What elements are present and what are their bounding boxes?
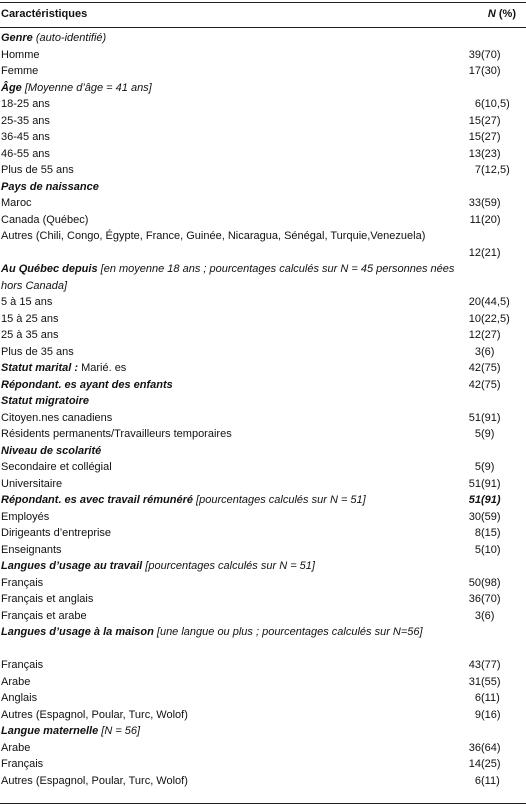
row-label: Femme <box>1 65 39 77</box>
section-label <box>1 261 461 294</box>
section-label <box>1 393 461 410</box>
row-percent: (77) <box>481 659 501 671</box>
row-label: Plus de 55 ans <box>1 164 74 176</box>
row-percent: (6) <box>481 345 495 358</box>
table-row <box>0 542 526 559</box>
row-value <box>446 608 516 625</box>
row-count: 50 <box>468 576 481 589</box>
row-count: 9 <box>474 708 481 721</box>
table-row <box>0 657 526 674</box>
row-count: 51 <box>468 411 481 424</box>
row-value <box>446 525 516 542</box>
row-label: Homme <box>1 48 40 61</box>
row-label: Français et arabe <box>1 609 87 622</box>
row-percent: (22,5) <box>481 312 510 325</box>
row-percent: (59) <box>481 197 501 209</box>
row-label: Français <box>1 758 44 770</box>
row-value <box>446 591 516 608</box>
section-label <box>1 443 461 460</box>
row-label: Citoyen.nes canadiens <box>1 411 113 424</box>
row-percent: (27) <box>481 114 501 127</box>
row-value <box>446 294 516 311</box>
row-label: Français <box>1 576 44 589</box>
row-count: 36 <box>468 593 481 605</box>
row-value <box>446 542 516 559</box>
section-label <box>1 80 461 97</box>
row-value <box>446 657 516 674</box>
row-percent: (75) <box>481 362 501 374</box>
row-label: Français <box>1 659 44 671</box>
section-label <box>1 723 461 740</box>
row-percent: (59) <box>481 510 501 523</box>
row-value <box>446 459 516 476</box>
row-percent: (9) <box>481 461 495 473</box>
row-value <box>446 377 516 394</box>
row-count: 12 <box>468 329 481 341</box>
row-label: Autres (Chili, Congo, Égypte, France, Guinée, Nicaragua, Sénégal, Turquie,Venezuela) <box>1 230 426 242</box>
section-note: [en moyenne 18 ans ; pourcentages calculés sur N = 45 personnes nées hors Canada] <box>1 263 455 292</box>
row-count: 31 <box>468 675 481 688</box>
table-row <box>0 575 526 592</box>
row-percent: (27) <box>481 329 501 341</box>
table-row <box>0 674 526 691</box>
row-percent: (11) <box>481 692 500 704</box>
row-count: 33 <box>468 197 481 209</box>
row-count: 5 <box>474 461 481 473</box>
row-value <box>446 146 516 163</box>
row-value <box>446 756 516 773</box>
row-count: 6 <box>474 98 481 110</box>
row-label: Autres (Espagnol, Poular, Turc, Wolof) <box>1 774 188 787</box>
table-row <box>0 591 526 608</box>
row-percent: (20) <box>481 213 501 226</box>
row-percent: (75) <box>481 378 501 391</box>
table-row <box>0 146 526 163</box>
row-count: 39 <box>468 48 481 61</box>
row-count: 3 <box>474 345 481 358</box>
row-label: 18-25 ans <box>1 98 50 110</box>
row-value <box>446 63 516 80</box>
section-note: [Moyenne d’âge = 41 ans] <box>24 81 152 94</box>
row-count: 6 <box>474 774 481 787</box>
row-label: Arabe <box>1 675 31 688</box>
row-label: 5 à 15 ans <box>1 296 53 308</box>
row-count: 5 <box>474 428 481 440</box>
row-value <box>446 195 516 212</box>
section-label <box>1 179 461 196</box>
table-row <box>0 426 526 443</box>
row-value <box>446 476 516 493</box>
section-row <box>0 360 526 377</box>
section-row <box>0 261 526 294</box>
section-title: Au Québec depuis <box>1 263 98 275</box>
row-value <box>446 509 516 526</box>
row-count: 51 <box>468 477 481 490</box>
row-value <box>446 212 516 229</box>
row-label: Résidents permanents/Travailleurs temporaires <box>1 428 232 440</box>
row-percent: (9) <box>481 428 495 440</box>
row-value <box>446 360 516 377</box>
section-title: Pays de naissance <box>1 180 99 193</box>
table-row <box>0 311 526 328</box>
section-row <box>0 624 526 657</box>
section-title: Langues d’usage à la maison <box>1 626 154 638</box>
table-row <box>0 162 526 179</box>
table-row <box>0 525 526 542</box>
section-note: [pourcentages calculés sur N = 51] <box>196 494 366 506</box>
row-label: Anglais <box>1 692 38 704</box>
section-label <box>1 492 461 509</box>
section-title: Répondant. es ayant des enfants <box>1 378 173 391</box>
top-rule <box>0 2 526 3</box>
table-row <box>0 129 526 146</box>
row-label: 25-35 ans <box>1 114 50 127</box>
row-label: Arabe <box>1 741 31 754</box>
table-row <box>0 690 526 707</box>
row-count: 43 <box>468 659 481 671</box>
row-label: Employés <box>1 510 50 523</box>
section-label <box>1 377 461 394</box>
row-value <box>446 426 516 443</box>
section-row <box>0 558 526 575</box>
table-row <box>0 47 526 64</box>
row-label: Dirigeants d’entreprise <box>1 527 112 539</box>
section-title: Langue maternelle <box>1 725 99 737</box>
row-value <box>446 327 516 344</box>
row-value <box>446 47 516 64</box>
row-value <box>446 492 516 509</box>
section-label <box>1 558 461 575</box>
row-percent: (11) <box>481 774 500 787</box>
section-row <box>0 443 526 460</box>
section-row <box>0 377 526 394</box>
row-label: Maroc <box>1 197 32 209</box>
row-value <box>446 740 516 757</box>
row-value <box>446 674 516 691</box>
row-count: 15 <box>468 114 481 127</box>
header-characteristics: Caractéristiques <box>1 8 88 20</box>
row-percent: (12,5) <box>481 164 510 176</box>
row-label: 46-55 ans <box>1 147 50 160</box>
row-value <box>446 344 516 361</box>
row-value <box>446 245 516 262</box>
row-label: Français et anglais <box>1 593 94 605</box>
row-value <box>446 575 516 592</box>
row-count: 42 <box>468 378 481 391</box>
table-row <box>0 756 526 773</box>
row-percent: (23) <box>481 147 501 160</box>
row-label: 15 à 25 ans <box>1 312 59 325</box>
header-n-pct <box>446 6 516 23</box>
row-count: 14 <box>468 758 481 770</box>
section-row <box>0 723 526 740</box>
row-count: 11 <box>469 213 481 226</box>
row-value <box>446 410 516 427</box>
section-note: (auto-identifié) <box>35 32 107 44</box>
row-label: 25 à 35 ans <box>1 329 59 341</box>
row-percent: (10) <box>481 543 501 556</box>
row-percent: (27) <box>481 131 501 143</box>
table-row <box>0 773 526 790</box>
table-row <box>0 740 526 757</box>
table-row <box>0 327 526 344</box>
table-row <box>0 707 526 724</box>
row-value <box>446 113 516 130</box>
table-row <box>0 608 526 625</box>
section-title: Répondant. es avec travail rémunéré <box>1 494 193 506</box>
table-row <box>0 195 526 212</box>
section-title: Statut marital : <box>1 362 79 374</box>
row-percent: (55) <box>481 675 501 688</box>
row-count: 17 <box>468 65 481 77</box>
section-row <box>0 30 526 47</box>
row-label: Canada (Québec) <box>1 213 89 226</box>
row-value <box>446 96 516 113</box>
row-percent: (44,5) <box>481 296 510 308</box>
row-count: 8 <box>474 527 481 539</box>
section-row <box>0 492 526 509</box>
table-row <box>0 476 526 493</box>
row-label: Plus de 35 ans <box>1 345 74 358</box>
section-value-text: Marié. es <box>78 362 127 374</box>
row-count: 7 <box>474 164 481 176</box>
row-percent: (6) <box>481 609 495 622</box>
table-header <box>0 6 526 26</box>
header-pct: (%) <box>498 8 516 20</box>
header-rule <box>0 27 526 28</box>
row-percent: (70) <box>481 593 501 605</box>
row-count: 12 <box>468 246 481 259</box>
row-value <box>446 707 516 724</box>
row-count: 6 <box>474 692 481 704</box>
section-label <box>1 360 461 377</box>
section-note: [pourcentages calculés sur N = 51] <box>145 560 315 572</box>
row-count: 3 <box>474 609 481 622</box>
header-n: N <box>487 8 496 20</box>
row-label: Autres (Espagnol, Poular, Turc, Wolof) <box>1 708 188 721</box>
section-row <box>0 393 526 410</box>
row-count: 30 <box>468 510 481 523</box>
row-count: 20 <box>468 296 481 308</box>
row-label: Secondaire et collégial <box>1 461 112 473</box>
section-label <box>1 30 461 47</box>
table-row <box>0 113 526 130</box>
row-percent: (70) <box>481 48 501 61</box>
row-percent: (30) <box>481 65 501 77</box>
row-count: 15 <box>468 131 481 143</box>
row-count: 42 <box>468 362 481 374</box>
row-percent: (98) <box>481 576 501 589</box>
row-value <box>446 129 516 146</box>
table-row <box>0 96 526 113</box>
bottom-rule <box>0 803 526 804</box>
table-row <box>0 509 526 526</box>
row-percent: (16) <box>481 708 501 721</box>
row-count: 10 <box>468 312 481 325</box>
row-count: 36 <box>468 741 481 754</box>
row-percent: (91) <box>481 411 501 424</box>
row-percent: (15) <box>481 527 501 539</box>
row-percent: (91) <box>481 494 501 506</box>
section-title: Niveau de scolarité <box>1 444 102 457</box>
row-value <box>446 311 516 328</box>
table-row <box>0 294 526 311</box>
row-label: 36-45 ans <box>1 131 50 143</box>
row-value <box>446 162 516 179</box>
row-count: 13 <box>468 147 481 160</box>
row-value <box>446 773 516 790</box>
section-title: Genre <box>1 32 33 44</box>
section-note: [N = 56] <box>101 725 141 737</box>
section-label <box>1 624 461 641</box>
table-row <box>0 410 526 427</box>
table-row <box>0 228 526 261</box>
section-row <box>0 179 526 196</box>
section-row <box>0 80 526 97</box>
table-row <box>0 212 526 229</box>
table-row <box>0 459 526 476</box>
row-label: Universitaire <box>1 477 63 490</box>
row-percent: (10,5) <box>481 98 510 110</box>
section-title: Âge <box>1 81 22 94</box>
row-percent: (21) <box>481 246 501 259</box>
row-value <box>446 690 516 707</box>
table-row <box>0 63 526 80</box>
row-count: 51 <box>468 494 481 506</box>
section-title: Statut migratoire <box>1 395 90 407</box>
section-note: [une langue ou plus ; pourcentages calculés sur N=56] <box>156 626 423 638</box>
section-title: Langues d’usage au travail <box>1 560 143 572</box>
row-percent: (64) <box>481 741 501 754</box>
row-label: Enseignants <box>1 543 62 556</box>
table-row <box>0 344 526 361</box>
row-percent: (25) <box>481 758 501 770</box>
row-percent: (91) <box>481 477 501 490</box>
row-count: 5 <box>474 543 481 556</box>
